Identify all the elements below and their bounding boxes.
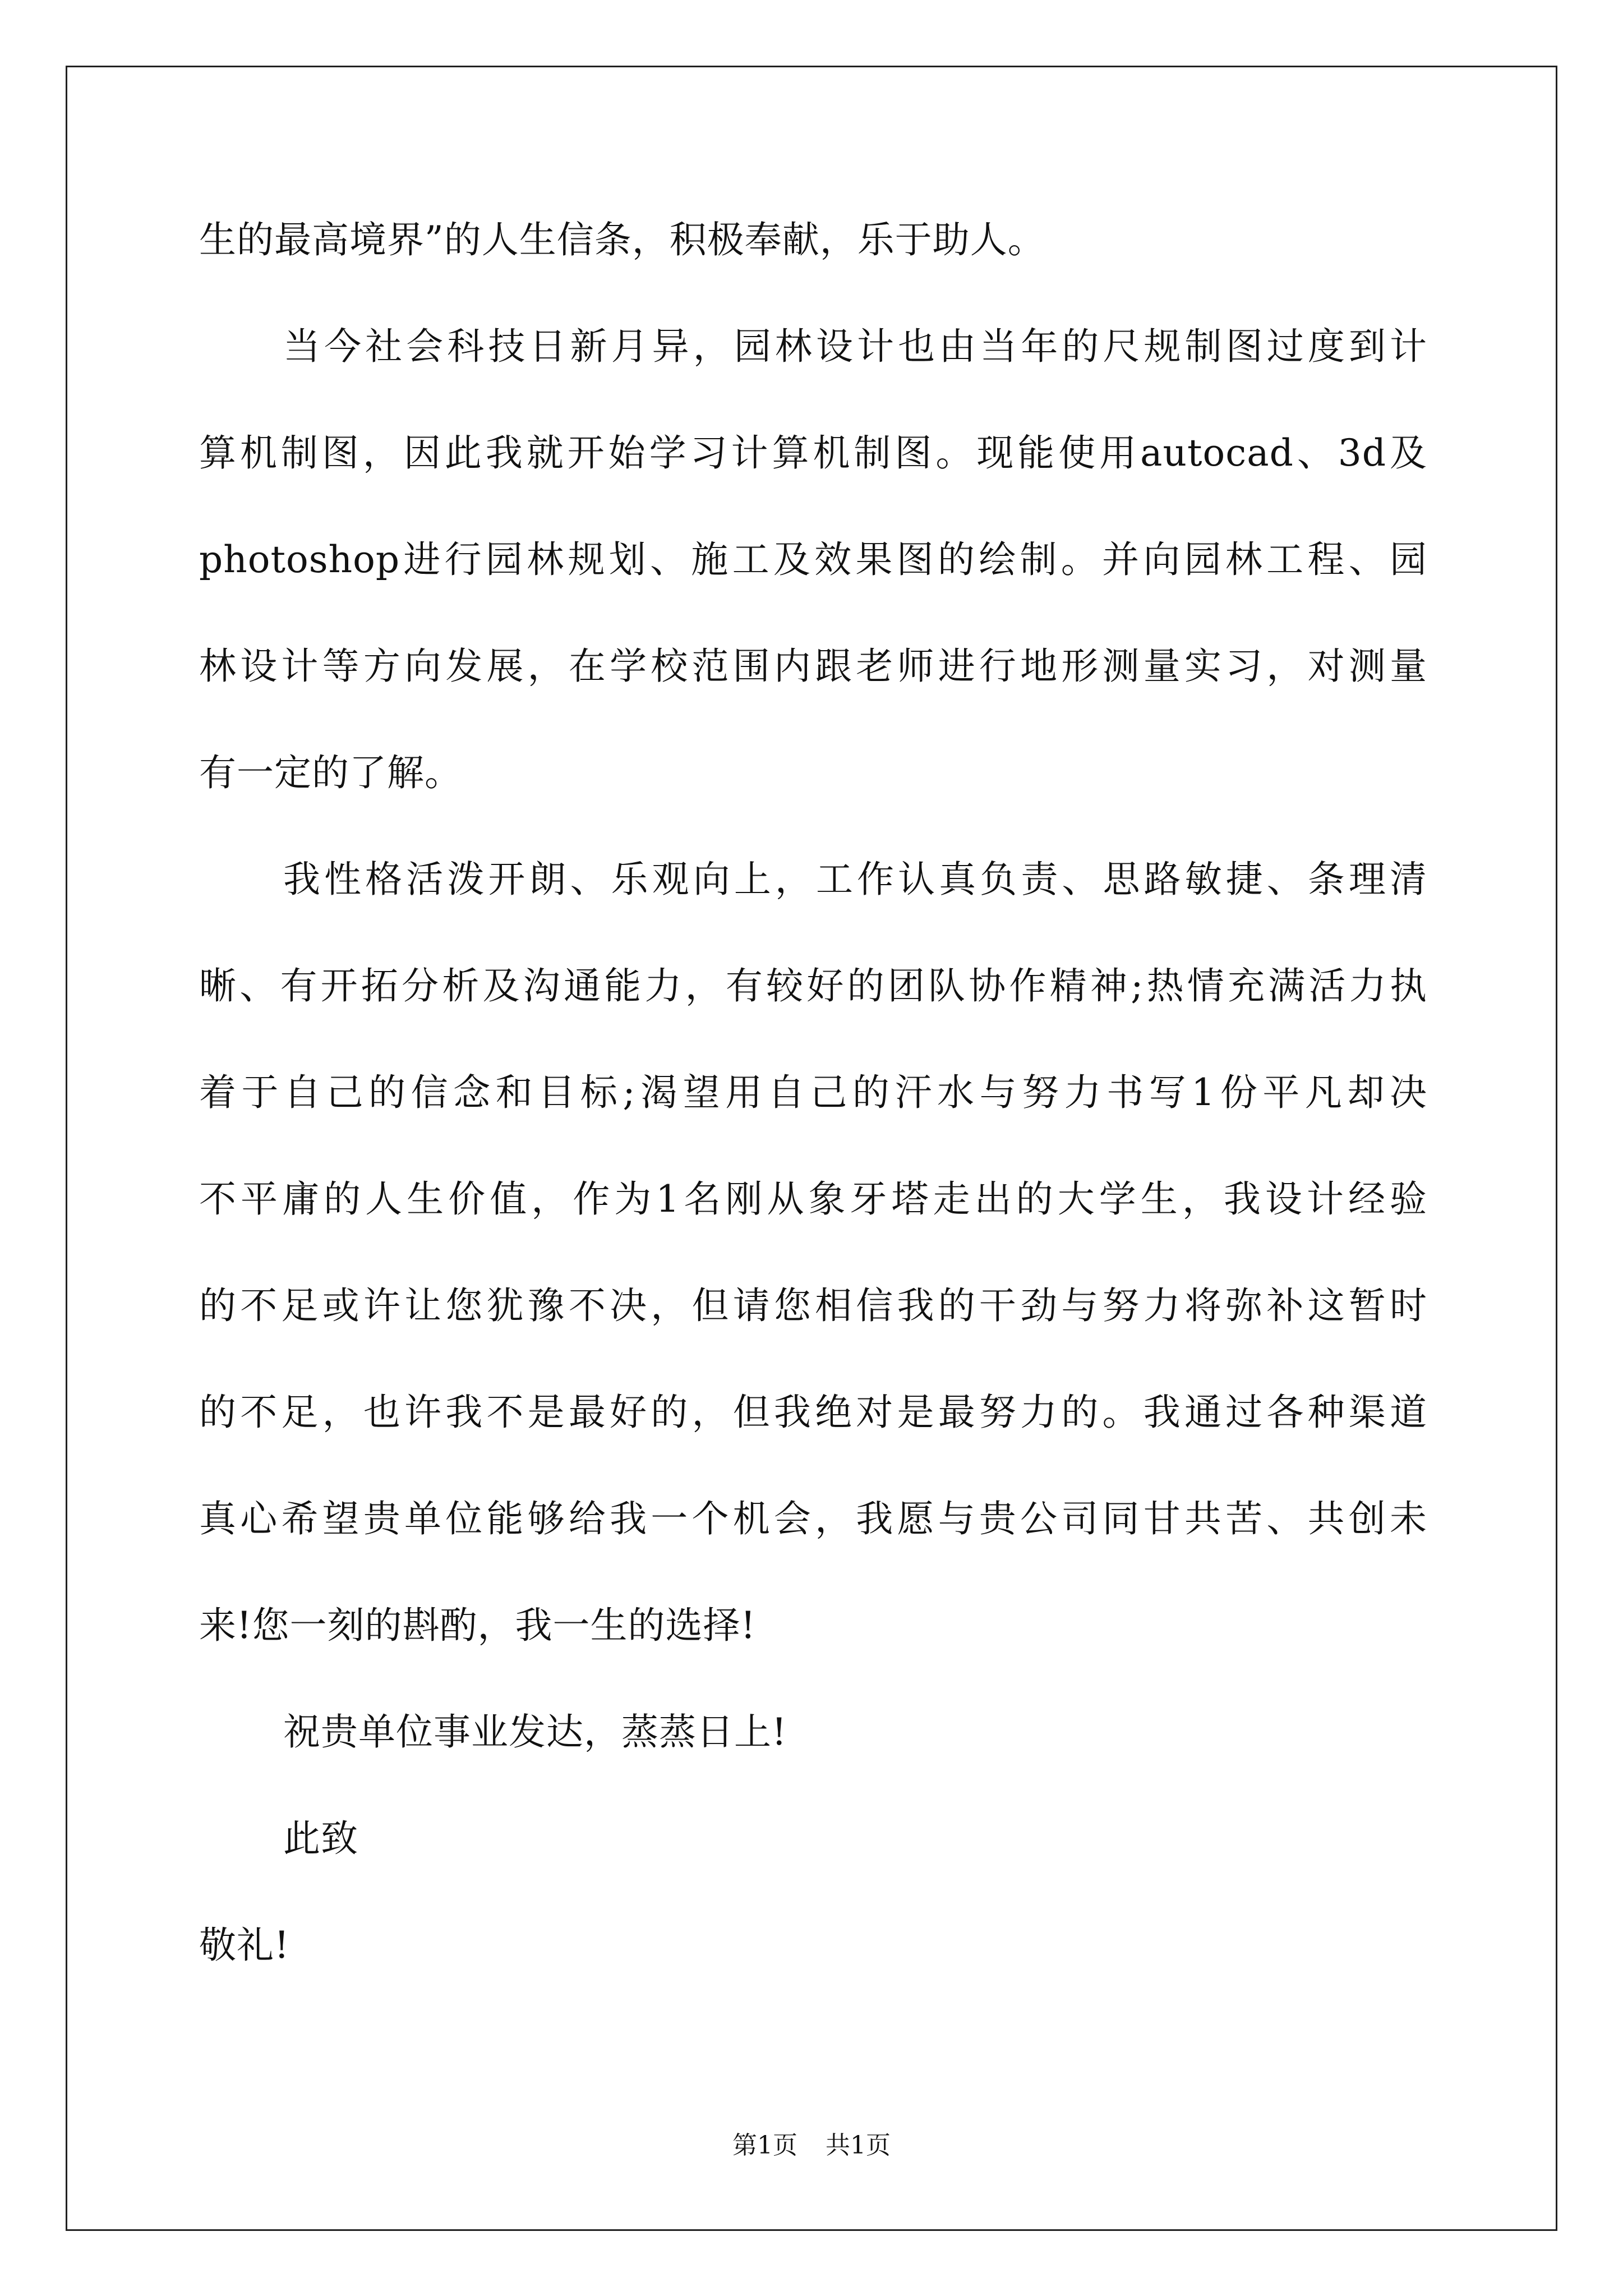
text-line: 有一定的了解。 bbox=[199, 751, 462, 794]
line-gap bbox=[199, 587, 1427, 639]
line-gap bbox=[199, 1866, 1427, 1918]
text-line: 生的最高境界”的人生信条，积极奉献，乐于助人。 bbox=[199, 218, 1045, 261]
line-gap bbox=[199, 374, 1427, 426]
text-line: photoshop进行园林规划、施工及效果图的绘制。并向园林工程、园 bbox=[199, 538, 1427, 581]
line-gap bbox=[199, 1120, 1427, 1172]
line-gap bbox=[199, 693, 1427, 746]
line-gap bbox=[199, 1226, 1427, 1279]
page-number-total: 共1页 bbox=[826, 2131, 891, 2160]
text-line: 晰、有开拓分析及沟通能力，有较好的团队协作精神;热情充满活力执 bbox=[199, 964, 1427, 1007]
text-line: 的不足或许让您犹豫不决，但请您相信我的干劲与努力将弥补这暂时 bbox=[199, 1284, 1427, 1327]
page-footer bbox=[0, 2129, 1623, 2162]
text-line: 着于自己的信念和目标;渴望用自己的汗水与努力书写1份平凡却决 bbox=[199, 1071, 1427, 1114]
line-gap bbox=[199, 480, 1427, 533]
text-line: 当今社会科技日新月异，园林设计也由当年的尺规制图过度到计 bbox=[283, 325, 1427, 368]
text-line: 敬礼! bbox=[199, 1924, 290, 1967]
line-gap bbox=[199, 267, 1427, 320]
text-line: 此致 bbox=[283, 1817, 358, 1860]
line-gap bbox=[199, 800, 1427, 853]
page-number-current: 第1页 bbox=[732, 2131, 797, 2160]
line-gap bbox=[199, 1013, 1427, 1066]
text-line: 林设计等方向发展，在学校范围内跟老师进行地形测量实习，对测量 bbox=[199, 645, 1427, 688]
line-gap bbox=[199, 907, 1427, 959]
document-body bbox=[199, 213, 1427, 1972]
text-line: 我性格活泼开朗、乐观向上，工作认真负责、思路敏捷、条理清 bbox=[283, 858, 1427, 901]
text-line: 的不足，也许我不是最好的，但我绝对是最努力的。我通过各种渠道 bbox=[199, 1391, 1427, 1434]
line-gap bbox=[199, 1546, 1427, 1599]
line-gap bbox=[199, 1653, 1427, 1705]
line-gap bbox=[199, 1439, 1427, 1492]
text-line: 来!您一刻的斟酌，我一生的选择! bbox=[199, 1604, 757, 1647]
text-line: 算机制图，因此我就开始学习计算机制图。现能使用autocad、3d及 bbox=[199, 431, 1427, 475]
line-gap bbox=[199, 1759, 1427, 1812]
text-line: 祝贵单位事业发达，蒸蒸日上! bbox=[283, 1710, 787, 1754]
text-line: 真心希望贵单位能够给我一个机会，我愿与贵公司同甘共苦、共创未 bbox=[199, 1497, 1427, 1540]
text-line: 不平庸的人生价值，作为1名刚从象牙塔走出的大学生，我设计经验 bbox=[199, 1177, 1427, 1221]
line-gap bbox=[199, 1333, 1427, 1386]
